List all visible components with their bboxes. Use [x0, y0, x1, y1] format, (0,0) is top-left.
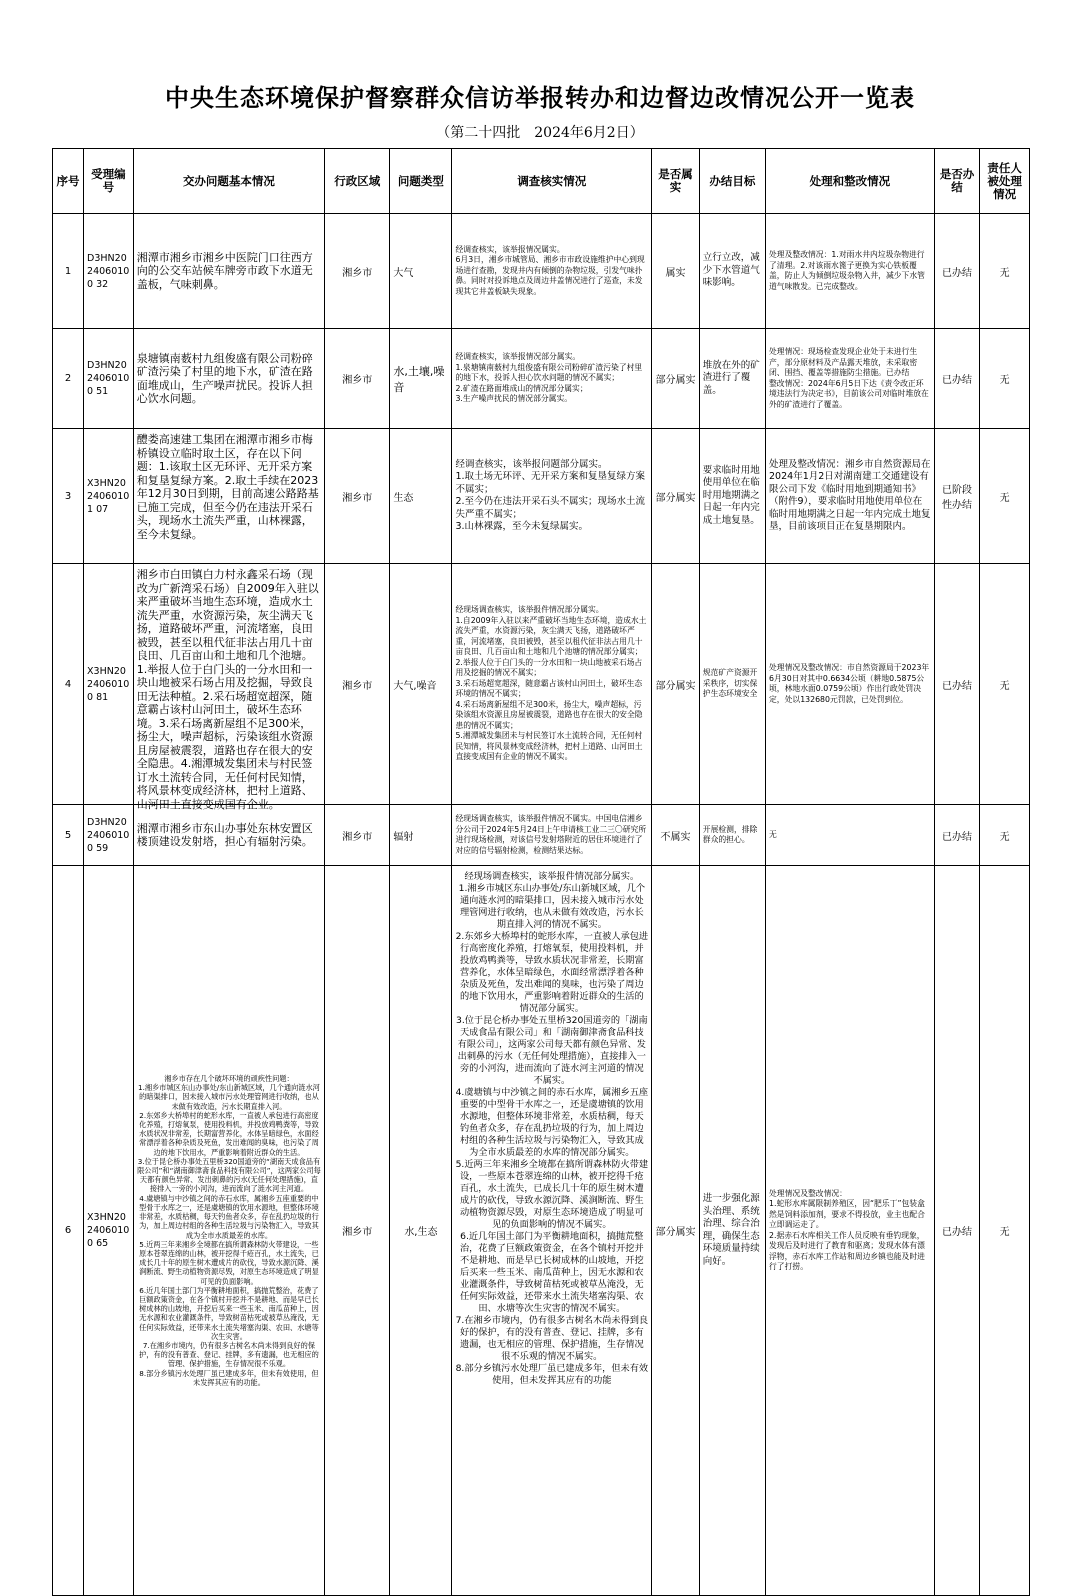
cell-closed: 已办结 [934, 329, 980, 429]
cell-punished: 无 [980, 805, 1030, 866]
header-punished: 责任人被处理情况 [980, 149, 1030, 214]
cell-region: 湘乡市 [325, 805, 390, 866]
header-verified: 是否属实 [652, 149, 700, 214]
cell-punished: 无 [980, 564, 1030, 805]
cell-verified: 部分属实 [652, 564, 700, 805]
cell-closed: 已办结 [934, 214, 980, 329]
header-desc: 交办问题基本情况 [133, 149, 324, 214]
cell-investigation: 经调查核实，该举报问题部分属实。 1.取土场无环评、无开采方案和复垦复绿方案不属实； 2.至今仍在违法开采石头不属实；现场水土流失严重不属实； 3.山林裸露，至今未复绿属实。 [452, 429, 652, 564]
header-no: 序号 [53, 149, 84, 214]
cell-handling: 处理及整改情况：湘乡市自然资源局在2024年1月2日对湖南建工交通建设有限公司下发《临时用地到期通知书》（附件9），要求临时用地使用单位在临时用地期满之日起一年内完成土地复垦，目前该项目正在复垦期限内。 [766, 429, 935, 564]
cell-no: 3 [53, 429, 84, 564]
cell-type: 水,土壤,噪音 [390, 329, 452, 429]
cell-handling: 处理情况及整改情况： 1.蛇形水库属限制养殖区，因“肥乐丁”包装盒然是饲料添加剂，要求不得投放，业主也配合立即调运走了。 2.据赤石水库相关工作人员反映有垂钓现象，发现后及时进行了教育和驱离；发现水体有漂浮物，赤石水库工作站和周边乡镇也能及时进行了打捞。 [766, 866, 935, 1596]
cell-goal: 开展检测，排除群众的担心。 [699, 805, 765, 866]
cell-punished: 无 [980, 214, 1030, 329]
cell-investigation: 经调查核实，该举报情况部分属实。 1.泉塘镇南薮村九组俊盛有限公司粉碎矿渣污染了村里的地下水，投诉人担心饮水问题的情况不属实； 2.矿渣在路面堆成山的情况部分属实； 3.生产噪声扰民的情况部分属实。 [452, 329, 652, 429]
header-region: 行政区域 [325, 149, 390, 214]
cell-id: D3HN2024060100 51 [84, 329, 134, 429]
cell-region: 湘乡市 [325, 329, 390, 429]
cell-verified: 部分属实 [652, 429, 700, 564]
table-row [53, 866, 1030, 1596]
cell-desc: 湘乡市存在几个破坏环境的顽疾性问题： 1.湘乡市城区东山办事处/东山新城区域，几个通向涟水河的暗渠排口，因未接入城市污水处理管网进行收纳，也从未做有效改造，污水长期直排入河。 2.东郊乡大桥埠村的蛇形水库，一直被人承包进行高密度化养殖，打熔氧泵，使用投料机，并投放鸡鸭粪等，导致水质状况非常差，长期富营养化，水体呈暗绿色，水面经常漂浮着各种杂质及死鱼，发出难闻的臭味，也污染了周边的地下饮用水，严重影响着附近群众的生活。 3.位于昆仑桥办事处五里桥320国道旁的“湖南天成食品有限公司”和“湖南御津斋食品科技有限公司”，这两家公司每天都有颜色异常、发出刺鼻的污水(无任何处理措施)，直接排入一旁的小河沟，进而流向了涟水河主河道。 4.虞塘镇与中沙镇之间的赤石水库，属湘乡五座重要的中型骨干水库之一，还是虞塘镇的饮用水源地，但整体环境非常差，水质枯稠，每天钓鱼者众多，存在乱扔垃圾的行为，加上周边村组的各种生活垃圾与污染物汇入，导致其成为全市水质最差的水库。 5.近两三年来湘乡全境都在搞所谓森林防火带建设，一些原本苍翠连绵的山林，被开挖得千疮百孔，水土流失，已成长几十年的原生树木遭成片的砍伐，导致水源沉降、溪涧断流、野生动植物资源尽毁，对原生态环境造成了明显可见的负面影响。 6.近几年国土部门为平衡耕地面积，搞抛荒整治，花费了巨额政策资金，在各个镇村开挖并不是耕地、而是早已长树成林的山坡地，开挖后买来一些玉米、南瓜苗种上，因无水源和农业灌溉条件，导致树苗枯死或被草丛淹没，无任何实际效益，还带来水土流失堵塞沟渠、农田、水塘等次生灾害。 7.在湘乡市境内，仍有很多古树名木尚未得到良好的保护，有的没有普查、登记、挂牌，多有遗漏，也无相应的管理、保护措施，生存情况很不乐观。 8.部分乡镇污水处理厂虽已建成多年，但未有效使用，但未发挥其应有的功能。 [133, 866, 324, 1596]
cell-closed: 已办结 [934, 805, 980, 866]
cell-region: 湘乡市 [325, 866, 390, 1596]
cell-goal: 要求临时用地使用单位在临时用地期满之日起一年内完成土地复垦。 [699, 429, 765, 564]
cell-handling: 无 [766, 805, 935, 866]
cell-handling: 处理情况及整改情况：市自然资源局于2023年6月30日对其中0.6634公顷（耕地0.5875公顷，林地水面0.0759公顷）作出行政处罚决定，处以132680元罚款，已处罚到位。 [766, 564, 935, 805]
cell-verified: 属实 [652, 214, 700, 329]
table-row [53, 329, 1030, 429]
cell-id: D3HN2024060100 59 [84, 805, 134, 866]
cell-id: X3HN2024060100 81 [84, 564, 134, 805]
cell-goal: 立行立改，减少下水管道气味影响。 [699, 214, 765, 329]
cell-investigation: 经调查核实，该举报情况属实。 6月3日，湘乡市城管局、湘乡市市政设施维护中心到现场进行查勘，发现井内有倾倒的杂物垃圾，引发气味扑鼻。同时对投诉地点及周边井盖情况进行了巡查，未发现其它井盖板缺失现象。 [452, 214, 652, 329]
cell-no: 2 [53, 329, 84, 429]
cell-type: 大气,噪音 [390, 564, 452, 805]
cell-punished: 无 [980, 329, 1030, 429]
cell-verified: 部分属实 [652, 866, 700, 1596]
cell-no: 5 [53, 805, 84, 866]
cell-verified: 不属实 [652, 805, 700, 866]
cell-desc: 湘潭市湘乡市湘乡中医院门口往西方向的公交车站候车牌旁市政下水道无盖板，气味刺鼻。 [133, 214, 324, 329]
cell-closed: 已阶段性办结 [934, 429, 980, 564]
cell-region: 湘乡市 [325, 214, 390, 329]
cell-type: 大气 [390, 214, 452, 329]
cell-investigation: 经现场调查核实，该举报件情况部分属实。 1.自2009年入驻以来严重破坏当地生态环境，造成水土流失严重，水资源污染，灰尘满天飞扬，道路破坏严重，河流堵塞，良田被毁，甚至以租代征非法占用几十亩良田、几百亩山和土地和几个池塘的情况部分属实； 2.举报人位于白门头的一分水田和一块山地被采石场占用及挖掘的情况不属实； 3.采石场超宽超深，随意霸占该村山河田土，破坏生态环境的情况不属实； 4.采石场离新屋组不足300米，扬尘大，噪声超标，污染该组水资源且房屋被震裂，道路也存在很大的安全隐患的情况不属实； 5.湘潭城发集团未与村民签订水土流转合同，无任何村民知情，将风景林变成经济林，把村上道路、山河田土直接变成国有企业的情况不属实。 [452, 564, 652, 805]
cell-handling: 处理及整改情况：1.对雨水井内垃圾杂物进行了清理。2.对该雨水篦子更换为实心铁板覆盖，防止人为倾倒垃圾杂物入井，减少下水管道气味散发。已完成整改。 [766, 214, 935, 329]
page-subtitle: （第二十四批 2024年6月2日） [436, 125, 644, 141]
cell-desc [133, 564, 324, 811]
cell-no: 1 [53, 214, 84, 329]
cell-type: 水,生态 [390, 866, 452, 1596]
cell-closed: 已办结 [934, 564, 980, 805]
complaints-table [52, 148, 1030, 1596]
cell-type: 生态 [390, 429, 452, 564]
cell-desc [133, 429, 324, 564]
cell-type: 辐射 [390, 805, 452, 866]
cell-region: 湘乡市 [325, 564, 390, 805]
cell-desc: 湘潭市湘乡市东山办事处东林安置区楼顶建设发射塔，担心有辐射污染。 [133, 805, 324, 866]
cell-id: X3HN2024060100 65 [84, 866, 134, 1596]
header-type: 问题类型 [390, 149, 452, 214]
cell-closed: 已办结 [934, 866, 980, 1596]
cell-region: 湘乡市 [325, 429, 390, 564]
cell-punished: 无 [980, 866, 1030, 1596]
header-closed: 是否办结 [934, 149, 980, 214]
header-handling: 处理和整改情况 [766, 149, 935, 214]
cell-desc-text: 醴娄高速建工集团在湘潭市湘乡市梅桥镇设立临时取土区，存在以下问题：1.该取土区无环评、无开采方案和复垦复绿方案。2.取土手续在2023年12月30日到期，目前高速公路路基已施工完成，但至今仍在违法开采石头，现场水土流失严重，山林裸露，至今未复绿。 [136, 433, 319, 541]
table-header-row [53, 149, 1030, 214]
header-investigation: 调查核实情况 [452, 149, 652, 214]
cell-id: X3HN2024060101 07 [84, 429, 134, 564]
header-goal: 办结目标 [699, 149, 765, 214]
cell-punished: 无 [980, 429, 1030, 564]
header-id: 受理编号 [84, 149, 134, 214]
table-row [53, 805, 1030, 866]
cell-investigation: 经现场调查核实，该举报件情况不属实。中国电信湘乡分公司于2024年5月24日上午申请核工业二三〇研究所进行现场检测，对该信号发射塔附近的居住环境进行了对应的信号辐射检测，检测结果达标。 [452, 805, 652, 866]
cell-goal: 进一步强化源头治理、系统治理、综合治理，确保生态环境质量持续向好。 [699, 866, 765, 1596]
table-row [53, 564, 1030, 805]
cell-desc-text: 湘乡市白田镇白力村永鑫采石场（现改为广新湾采石场）自2009年入驻以来严重破坏当地生态环境，造成水土流失严重，水资源污染，灰尘满天飞扬，道路破坏严重，河流堵塞，良田被毁，甚至以租代征非法占用几十亩良田、几百亩山和土地和几个池塘。1.举报人位于白门头的一分水田和一块山地被采石场占用及挖掘，导致良田无法种植。2.采石场超宽超深，随意霸占该村山河田土，破坏生态环境。3.采石场离新屋组不足300米，扬尘大，噪声超标，污染该组水资源且房屋被震裂，道路也存在很大的安全隐患。4.湘潭城发集团未与村民签订水土流转合同，无任何村民知情，将风景林变成经济林，把村上道路、山河田土直接变成国有企业。 [136, 568, 319, 811]
cell-investigation [452, 866, 652, 1596]
page-title: 中央生态环境保护督察群众信访举报转办和边督边改情况公开一览表 [165, 83, 915, 112]
cell-no: 6 [53, 866, 84, 1596]
cell-goal: 堆放在外的矿渣进行了覆盖。 [699, 329, 765, 429]
cell-id: D3HN2024060100 32 [84, 214, 134, 329]
cell-handling: 处理情况：现场检查发现企业处于未进行生产，部分原材料及产品露天堆放，未采取密闭、围挡、覆盖等措施防尘措施。已办结 整改情况：2024年6月5日下达《责令改正环境违法行为决定书》，目前该公司对临时堆放在外的矿渣进行了覆盖。 [766, 329, 935, 429]
cell-goal: 规范矿产资源开采秩序，切实保护生态环境安全 [699, 564, 765, 805]
table-row [53, 214, 1030, 329]
cell-verified: 部分属实 [652, 329, 700, 429]
table-row [53, 429, 1030, 564]
cell-no: 4 [53, 564, 84, 805]
cell-desc: 泉塘镇南薮村九组俊盛有限公司粉碎矿渣污染了村里的地下水，矿渣在路面堆成山，生产噪声扰民。投诉人担心饮水问题。 [133, 329, 324, 429]
cell-investigation-text: 经现场调查核实，该举报件情况部分属实。 1.湘乡市城区东山办事处/东山新城区域，几个通向涟水河的暗渠排口，因未接入城市污水处理管网进行收纳，也从未做有效改造，污水长期直排入河的情况不属实。 2.东郊乡大桥埠村的蛇形水库，一直被人承包进行高密度化养殖，打熔氧泵，使用投料机，并投放鸡鸭粪等，导致水质状况非常差，长期富营养化，水体呈暗绿色，水面经常漂浮着各种杂质及死鱼，发出难闻的臭味，也污染了周边的地下饮用水，严重影响着附近群众的生活的情况部分属实。 3.位于昆仑桥办事处五里桥320国道旁的「湖南天成食品有限公司」和「湖南御津斋食品科技有限公司」，这两家公司每天都有颜色异常、发出刺鼻的污水（无任何处理措施），直接排入一旁的小河沟，进而流向了涟水河主河道的情况不属实。 4.虞塘镇与中沙镇之间的赤石水库，属湘乡五座重要的中型骨干水库之一，还是虞塘镇的饮用水源地，但整体环境非常差，水质枯稠，每天钓鱼者众多，存在乱扔垃圾的行为，加上周边村组的各种生活垃圾与污染物汇入，导致其成为全市水质最差的水库的情况部分属实。 5.近两三年来湘乡全境都在搞所谓森林防火带建设，一些原本苍翠连绵的山林，被开挖得千疮百孔，水土流失，已成长几十年的原生树木遭成片的砍伐，导致水源沉降、溪涧断流、野生动植物资源尽毁，对原生态环境造成了明显可见的负面影响的情况不属实。 6.近几年国土部门为平衡耕地面积，搞抛荒整治，花费了巨额政策资金，在各个镇村开挖并不是耕地、而是早已长树成林的山坡地，开挖后买来一些玉米、南瓜苗种上，因无水源和农业灌溉条件，导致树苗枯死或被草丛淹没，无任何实际效益，还带来水土流失堵塞沟渠、农田、水塘等次生灾害的情况不属实。 7.在湘乡市境内，仍有很多古树名木尚未得到良好的保护，有的没有普查、登记、挂牌，多有遗漏，也无相应的管理、保护措施，生存情况很不乐观的情况不属实。 8.部分乡镇污水处理厂虽已建成多年，但未有效使用，但未发挥其应有的功能 [455, 870, 649, 1386]
